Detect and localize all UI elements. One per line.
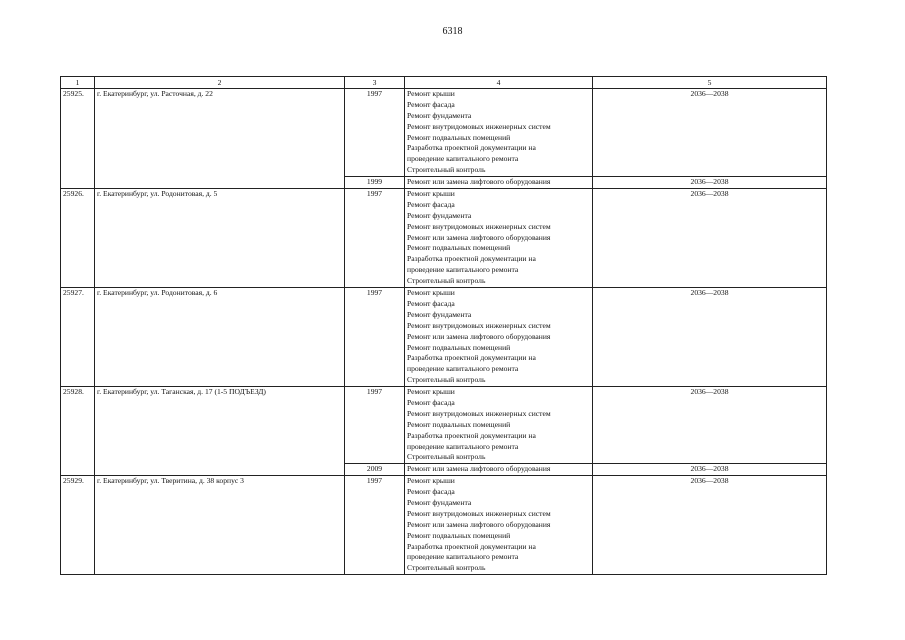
planned-period: 2036—2038 xyxy=(593,288,827,387)
column-number-row xyxy=(61,77,827,89)
repair-work-item: Ремонт фасада xyxy=(407,487,455,497)
repair-work-item: Разработка проектной документации на xyxy=(407,430,536,440)
table-body xyxy=(61,77,827,575)
building-address: г. Екатеринбург, ул. Родонитовая, д. 6 xyxy=(95,288,345,387)
repair-work-item: проведение капитального ремонта xyxy=(407,364,519,374)
repair-work-item: Ремонт подвальных помещений xyxy=(407,419,511,429)
column-number: 1 xyxy=(61,77,95,89)
repair-work-item: Ремонт подвальных помещений xyxy=(407,342,511,352)
repair-work-item: Ремонт или замена лифтового оборудования xyxy=(407,464,551,474)
repair-work-item: Ремонт фасада xyxy=(407,298,455,308)
repair-work-item: Строительный контроль xyxy=(407,452,486,462)
repair-work-item: Ремонт фундамента xyxy=(407,110,472,120)
repair-work-item: проведение капитального ремонта xyxy=(407,552,519,562)
repair-work-item: Ремонт внутридомовых инженерных систем xyxy=(407,320,551,330)
page-number: 6318 xyxy=(442,26,463,37)
repair-work-item: Ремонт подвальных помещений xyxy=(407,530,511,540)
commission-year: 1997 xyxy=(345,89,405,177)
commission-year: 1999 xyxy=(345,177,405,189)
repair-work-item: Ремонт крыши xyxy=(407,288,455,298)
commission-year: 1997 xyxy=(345,387,405,464)
capital-repair-table xyxy=(60,76,827,575)
table-row xyxy=(61,387,827,464)
planned-period: 2036—2038 xyxy=(593,464,827,476)
row-number: 25925. xyxy=(61,89,95,189)
repair-work-item: Ремонт внутридомовых инженерных систем xyxy=(407,508,551,518)
commission-year: 1997 xyxy=(345,288,405,387)
commission-year: 1997 xyxy=(345,189,405,288)
repair-work-item: Ремонт крыши xyxy=(407,476,455,486)
repair-work-item: Ремонт фундамента xyxy=(407,210,472,220)
repair-work-item: Ремонт фундамента xyxy=(407,497,472,507)
repair-work-item: Разработка проектной документации на xyxy=(407,353,536,363)
building-address: г. Екатеринбург, ул. Расточная, д. 22 xyxy=(95,89,345,189)
table-row xyxy=(61,288,827,387)
repair-work-item: проведение капитального ремонта xyxy=(407,265,519,275)
repair-work-item: Ремонт или замена лифтового оборудования xyxy=(407,519,551,529)
repair-work-item: проведение капитального ремонта xyxy=(407,441,519,451)
repair-works xyxy=(405,387,593,464)
repair-work-item: Ремонт крыши xyxy=(407,387,455,397)
repair-work-item: Ремонт крыши xyxy=(407,189,455,199)
repair-work-item: Ремонт крыши xyxy=(407,89,455,98)
commission-year: 1997 xyxy=(345,476,405,575)
repair-work-item: Разработка проектной документации на xyxy=(407,143,536,153)
repair-work-item: Ремонт или замена лифтового оборудования xyxy=(407,177,551,187)
repair-work-item: Ремонт внутридомовых инженерных систем xyxy=(407,221,551,231)
table-row xyxy=(61,89,827,177)
repair-work-item: Ремонт внутридомовых инженерных систем xyxy=(407,408,551,418)
repair-work-item: Ремонт подвальных помещений xyxy=(407,243,511,253)
row-number: 25927. xyxy=(61,288,95,387)
planned-period: 2036—2038 xyxy=(593,177,827,189)
repair-work-item: Строительный контроль xyxy=(407,563,486,573)
building-address: г. Екатеринбург, ул. Тверитина, д. 38 корпус 3 xyxy=(95,476,345,575)
repair-work-item: Строительный контроль xyxy=(407,165,486,175)
table-row xyxy=(61,189,827,288)
building-address: г. Екатеринбург, ул. Родонитовая, д. 5 xyxy=(95,189,345,288)
repair-works xyxy=(405,177,593,189)
repair-works xyxy=(405,464,593,476)
building-address: г. Екатеринбург, ул. Таганская, д. 17 (1-5 ПОДЪЕЗД) xyxy=(95,387,345,476)
repair-works xyxy=(405,189,593,288)
commission-year: 2009 xyxy=(345,464,405,476)
column-number: 3 xyxy=(345,77,405,89)
column-number: 5 xyxy=(593,77,827,89)
planned-period: 2036—2038 xyxy=(593,387,827,464)
row-number: 25929. xyxy=(61,476,95,575)
repair-work-item: Ремонт или замена лифтового оборудования xyxy=(407,331,551,341)
repair-work-item: Ремонт фундамента xyxy=(407,309,472,319)
repair-work-item: Ремонт подвальных помещений xyxy=(407,132,511,142)
repair-work-item: Разработка проектной документации на xyxy=(407,254,536,264)
planned-period: 2036—2038 xyxy=(593,476,827,575)
repair-work-item: Ремонт или замена лифтового оборудования xyxy=(407,232,551,242)
row-number: 25928. xyxy=(61,387,95,476)
repair-work-item: Разработка проектной документации на xyxy=(407,541,536,551)
repair-work-item: Ремонт фасада xyxy=(407,99,455,109)
row-number: 25926. xyxy=(61,189,95,288)
column-number: 4 xyxy=(405,77,593,89)
repair-works xyxy=(405,288,593,387)
repair-works xyxy=(405,89,593,177)
repair-work-item: Строительный контроль xyxy=(407,375,486,385)
planned-period: 2036—2038 xyxy=(593,189,827,288)
repair-work-item: Строительный контроль xyxy=(407,276,486,286)
repair-works xyxy=(405,476,593,575)
repair-work-item: проведение капитального ремонта xyxy=(407,154,519,164)
repair-work-item: Ремонт внутридомовых инженерных систем xyxy=(407,121,551,131)
planned-period: 2036—2038 xyxy=(593,89,827,177)
repair-work-item: Ремонт фасада xyxy=(407,199,455,209)
column-number: 2 xyxy=(95,77,345,89)
repair-work-item: Ремонт фасада xyxy=(407,397,455,407)
table-row xyxy=(61,476,827,575)
